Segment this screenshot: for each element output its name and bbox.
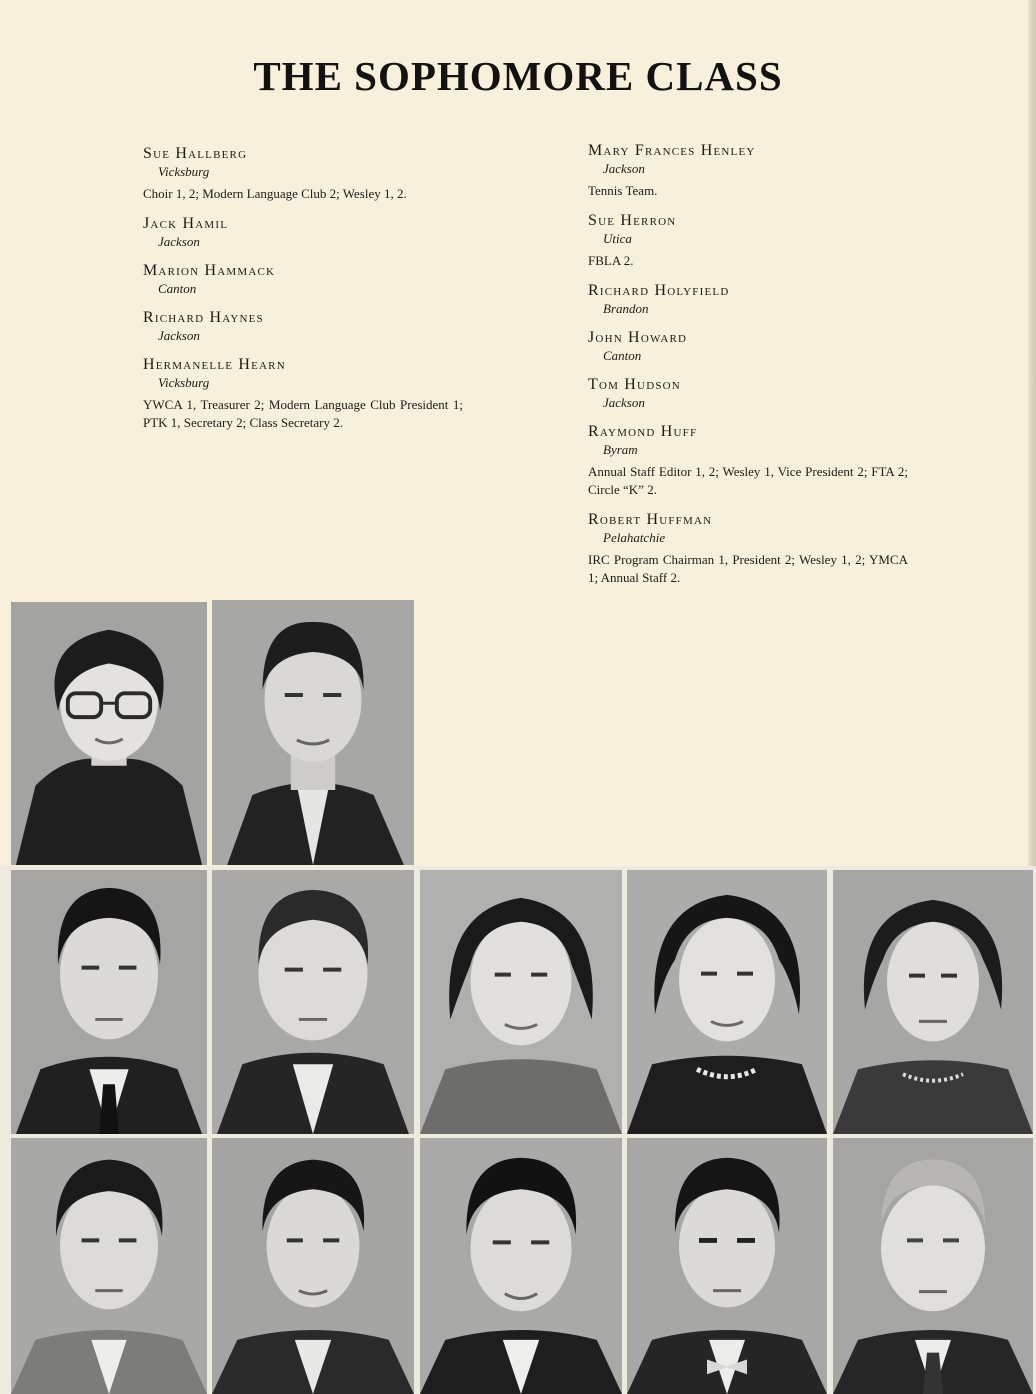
student-town: Vicksburg — [158, 164, 210, 179]
portrait-photo — [420, 870, 622, 1134]
student-activities: YWCA 1, Treasurer 2; Modern Language Club President 1; PTK 1, Secretary 2; Class Secretary 2. — [143, 397, 463, 430]
student-entry — [588, 281, 908, 317]
student-name: Richard Haynes — [143, 309, 264, 326]
student-name: Mary Frances Henley — [588, 142, 756, 159]
portrait-photo — [11, 870, 207, 1134]
portrait-photo — [11, 1138, 207, 1394]
student-town: Byram — [603, 442, 638, 457]
student-name: Robert Huffman — [588, 511, 713, 528]
student-name: John Howard — [588, 329, 688, 346]
student-activities: Choir 1, 2; Modern Language Club 2; Wesley 1, 2. — [143, 186, 407, 201]
student-activities: Annual Staff Editor 1, 2; Wesley 1, Vice President 2; FTA 2; Circle “K” 2. — [588, 464, 908, 497]
portrait-photo — [11, 602, 207, 865]
portrait-photo — [833, 1138, 1033, 1394]
right-column — [588, 141, 908, 598]
student-activities: IRC Program Chairman 1, President 2; Wesley 1, 2; YMCA 1; Annual Staff 2. — [588, 552, 908, 585]
student-entry — [143, 214, 463, 250]
student-name: Sue Herron — [588, 212, 677, 229]
student-name: Richard Holyfield — [588, 282, 730, 299]
student-activities: Tennis Team. — [588, 183, 658, 198]
student-town: Jackson — [158, 328, 200, 343]
portrait-photo — [627, 1138, 827, 1394]
student-town: Jackson — [603, 161, 645, 176]
portrait-photo — [420, 1138, 622, 1394]
left-column — [143, 144, 463, 443]
student-town: Vicksburg — [158, 375, 210, 390]
student-entry — [143, 308, 463, 344]
student-activities: FBLA 2. — [588, 253, 634, 268]
student-entry — [143, 144, 463, 203]
student-entry — [588, 375, 908, 411]
student-name: Raymond Huff — [588, 423, 698, 440]
student-name: Tom Hudson — [588, 376, 681, 393]
student-town: Canton — [603, 348, 642, 363]
student-name: Jack Hamil — [143, 215, 229, 232]
portrait-photo — [212, 1138, 414, 1394]
student-entry — [588, 422, 908, 499]
student-entry — [588, 141, 908, 200]
student-entry — [588, 211, 908, 270]
student-town: Jackson — [603, 395, 645, 410]
student-name: Sue Hallberg — [143, 145, 248, 162]
page-title: THE SOPHOMORE CLASS — [253, 53, 783, 99]
student-town: Jackson — [158, 234, 200, 249]
portrait-photo — [212, 870, 414, 1134]
student-town: Pelahatchie — [603, 530, 666, 545]
student-town: Brandon — [603, 301, 649, 316]
student-name: Marion Hammack — [143, 262, 276, 279]
student-town: Canton — [158, 281, 197, 296]
student-entry — [143, 355, 463, 432]
student-entry — [588, 328, 908, 364]
portrait-photo — [833, 870, 1033, 1134]
portrait-photo — [212, 600, 414, 865]
student-entry — [588, 510, 908, 587]
student-name: Hermanelle Hearn — [143, 356, 286, 373]
student-entry — [143, 261, 463, 297]
student-town: Utica — [603, 231, 632, 246]
portrait-photo — [627, 870, 827, 1134]
